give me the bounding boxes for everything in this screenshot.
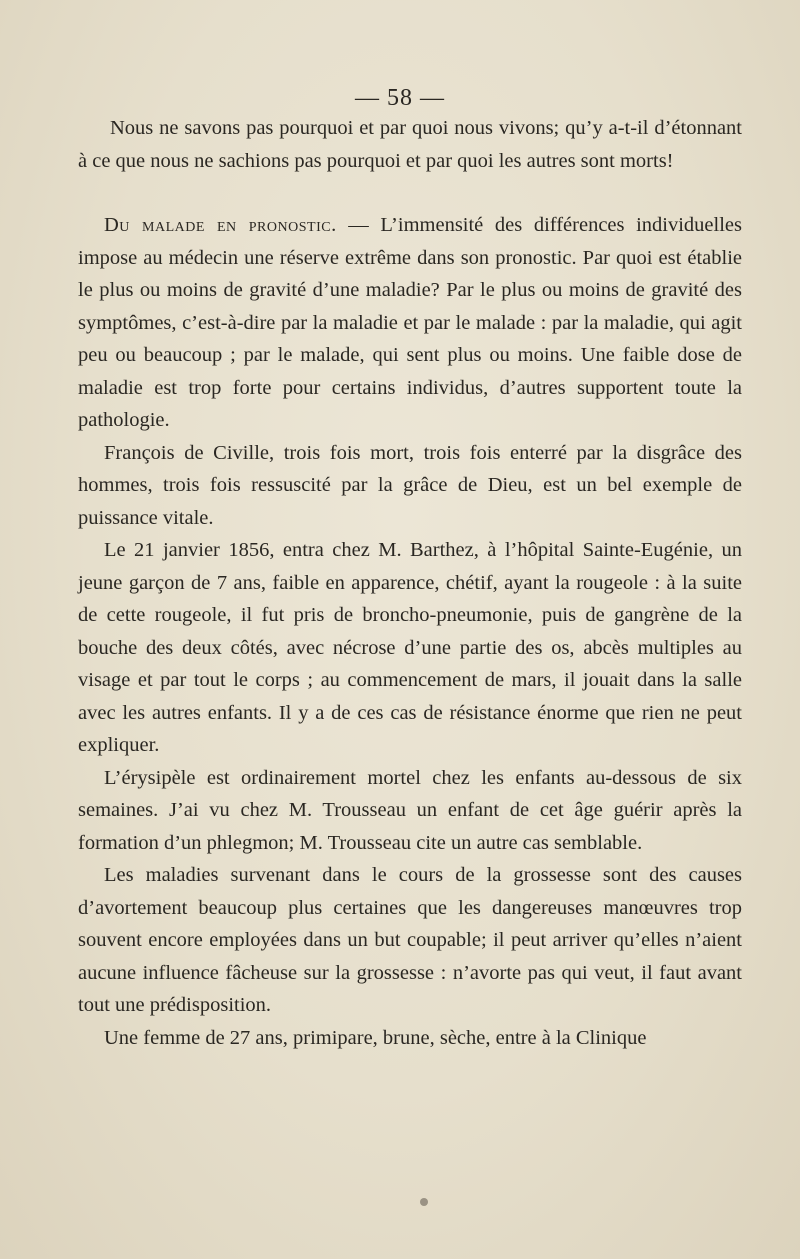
section-heading: Du malade en pronostic. [104,214,337,236]
paragraph-2 [78,209,742,437]
ink-speck [420,1198,428,1206]
paragraph-7 [78,1022,742,1055]
paragraph-4-text: Le 21 janvier 1856, entra chez M. Barthez, à l’hôpital Sainte-Eugénie, un jeune garçon de 7 ans, faible en apparence, chétif, ayant la rougeole : à la suite de cette rougeole, il fut pris de broncho-pneumonie, puis de gangrène de la bouche des deux côtés, avec nécrose d’une partie des os, abcès multiples au visage et par tout le corps ; au commencement de mars, il jouait dans la salle avec les autres enfants. Il y a de ces cas de résistance énorme que rien ne peut expliquer. [78,539,742,756]
paragraph-5-text: L’érysipèle est ordinairement mortel chez les enfants au-dessous de six semaines. J’ai vu chez M. Trousseau un enfant de cet âge guérir après la formation d’un phlegmon; M. Trousseau cite un autre cas semblable. [78,766,742,854]
page-number: — 58 — [355,85,445,111]
paragraph-6-text: Les maladies survenant dans le cours de la grossesse sont des causes d’avortement beaucoup plus certaines que les dangereuses manœuvres trop souvent encore employées dans un but coupable; il peut arriver qu’elles n’aient aucune influence fâcheuse sur la grossesse : n’avorte pas qui veut, il faut avant tout une prédisposition. [78,864,742,1016]
paragraph-7-text: Une femme de 27 ans, primipare, brune, sèche, entre à la Clinique [104,1026,647,1049]
paragraph-1 [78,112,742,177]
paragraph-2-text: — L’immensité des différences individuelles impose au médecin une réserve extrême dans son pronostic. Par quoi est établie le plus ou moins de gravité d’une maladie? Par le plus ou moins de gravité des symptômes, c’est-à-dire par la maladie et par le malade : par la maladie, qui agit peu ou beaucoup ; par le malade, qui sent plus ou moins. Une faible dose de maladie est trop forte pour certains individus, d’autres supportent toute la pathologie. [78,214,742,431]
paragraph-3 [78,437,742,535]
paragraph-1-text: Nous ne savons pas pourquoi et par quoi nous vivons; qu’y a-t-il d’étonnant à ce que nous ne sachions pas pourquoi et par quoi les autres sont morts! [78,117,742,172]
paragraph-4 [78,534,742,762]
paragraph-5 [78,762,742,860]
paragraph-3-text: François de Civille, trois fois mort, trois fois enterré par la disgrâce des hommes, trois fois ressuscité par la grâce de Dieu, est un bel exemple de puissance vitale. [78,441,742,529]
paragraph-6 [78,859,742,1022]
body-text [78,112,742,1054]
